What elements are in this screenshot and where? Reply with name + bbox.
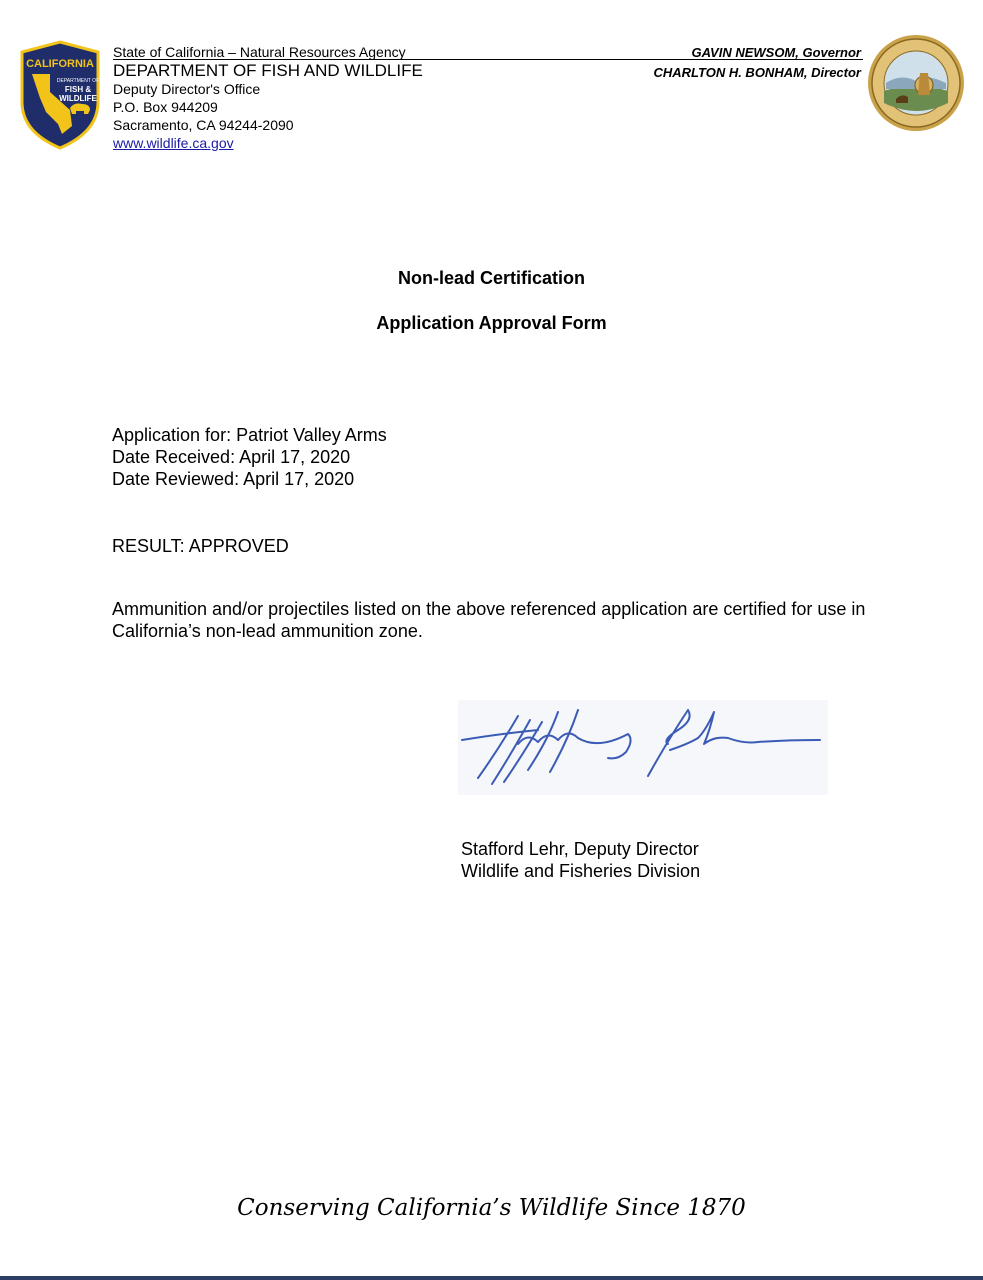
date-received: Date Received: April 17, 2020 <box>112 447 351 467</box>
website-link[interactable]: www.wildlife.ca.gov <box>113 135 234 151</box>
date-reviewed: Date Reviewed: April 17, 2020 <box>112 469 355 489</box>
application-details <box>112 424 387 490</box>
director-name: CHARLTON H. BONHAM, Director <box>653 65 861 80</box>
agency-name: State of California – Natural Resources Agency <box>113 44 406 60</box>
signer-division: Wildlife and Fisheries Division <box>461 861 701 881</box>
officials <box>653 43 861 83</box>
form-subtitle: Application Approval Form <box>376 313 607 333</box>
state-seal-icon <box>866 33 966 133</box>
signature-image <box>458 700 828 795</box>
logo-text-department: DEPARTMENT OF <box>56 78 100 84</box>
cdfw-logo <box>18 40 102 150</box>
form-title: Non-lead Certification <box>397 268 585 288</box>
footer-motto: Conserving California’s Wildlife Since 1870 <box>237 1195 746 1221</box>
logo-text-california: CALIFORNIA <box>26 58 94 70</box>
logo-text-fish: FISH & <box>64 85 92 94</box>
application-for: Application for: Patriot Valley Arms <box>112 425 387 445</box>
governor-name: GAVIN NEWSOM, Governor <box>691 45 861 60</box>
signer-name: Stafford Lehr, Deputy Director <box>461 839 699 859</box>
certification-statement: Ammunition and/or projectiles listed on the above referenced application are certified for use in California’s non-lead ammunition zone. <box>112 599 866 641</box>
signer-block <box>461 838 700 882</box>
po-box: P.O. Box 944209 <box>113 99 218 115</box>
result-status: RESULT: APPROVED <box>112 536 289 556</box>
department-name: DEPARTMENT OF FISH AND WILDLIFE <box>113 61 423 80</box>
city-line: Sacramento, CA 94244-2090 <box>113 117 294 133</box>
logo-text-wildlife: WILDLIFE <box>59 94 97 103</box>
office-name: Deputy Director's Office <box>113 81 261 97</box>
footer-rule <box>0 1276 983 1280</box>
